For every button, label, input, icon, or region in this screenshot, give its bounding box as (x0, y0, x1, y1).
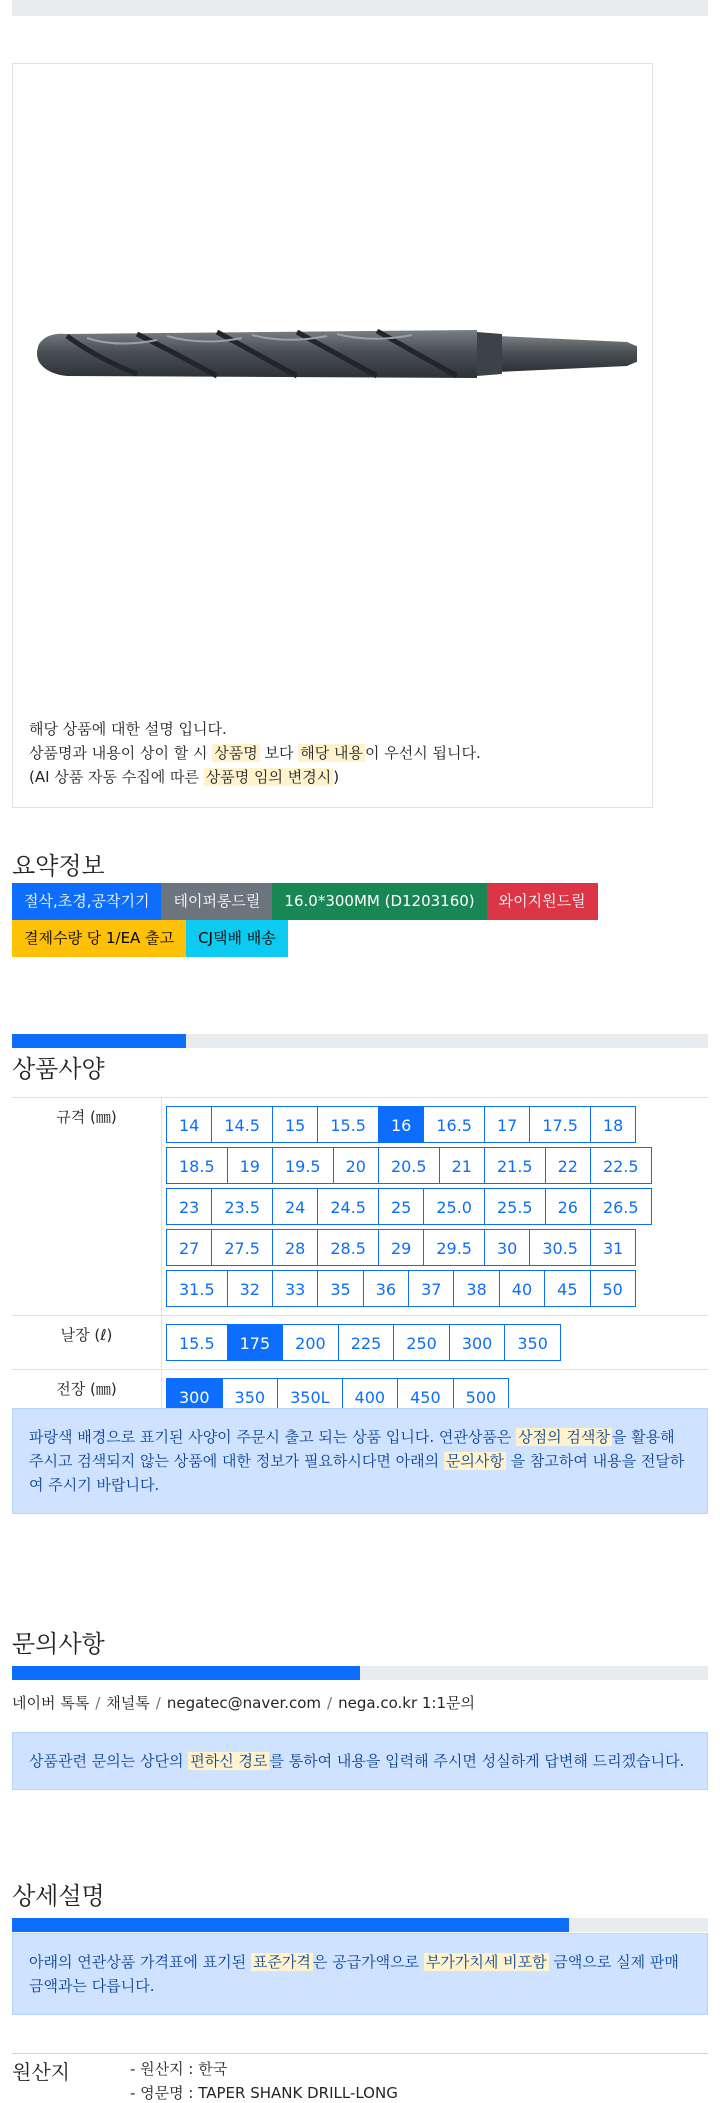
tag-spec[interactable]: 16.0*300MM (D1203160) (272, 883, 486, 920)
flute-options (162, 1316, 708, 1369)
size-option[interactable]: 27 (166, 1229, 212, 1266)
inquiry-links (12, 1692, 475, 1713)
detail-progress-fill (12, 1918, 569, 1932)
size-option-row (166, 1147, 708, 1184)
highlight-vat: 부가가치세 비포함 (425, 1953, 547, 1971)
size-option[interactable]: 24 (272, 1188, 318, 1225)
tag-shipping[interactable]: CJ택배 배송 (186, 920, 288, 957)
size-option[interactable]: 21.5 (484, 1147, 546, 1184)
size-option[interactable]: 25 (378, 1188, 424, 1225)
flute-label: 날장 (ℓ) (12, 1316, 162, 1369)
size-label: 규격 (㎜) (12, 1098, 162, 1315)
inquiry-notice (12, 1732, 708, 1790)
highlight-inquiry: 문의사항 (445, 1452, 504, 1470)
total-option[interactable]: 400 (342, 1378, 399, 1415)
spec-progress-fill (12, 1034, 186, 1048)
description-line-1: 해당 상품에 대한 설명 입니다. (29, 720, 227, 738)
size-option[interactable]: 26 (545, 1188, 591, 1225)
size-option[interactable]: 20 (333, 1147, 379, 1184)
separator: / (155, 1694, 161, 1712)
drill-image (27, 314, 637, 394)
total-option[interactable]: 450 (397, 1378, 454, 1415)
size-option[interactable]: 27.5 (211, 1229, 273, 1266)
product-image-box (12, 63, 653, 808)
size-option[interactable]: 31.5 (166, 1270, 228, 1307)
size-option[interactable]: 17.5 (529, 1106, 591, 1143)
spec-title: 상품사양 (12, 1055, 105, 1083)
size-option[interactable]: 29 (378, 1229, 424, 1266)
total-option[interactable]: 350L (277, 1378, 342, 1415)
desc-text: 보다 (259, 744, 299, 762)
detail-progress (12, 1918, 708, 1932)
size-option[interactable]: 40 (499, 1270, 545, 1307)
size-option-row (166, 1188, 708, 1225)
flute-option[interactable]: 350 (504, 1324, 561, 1361)
highlight-name-change: 상품명 임의 변경시 (205, 768, 332, 786)
size-option[interactable]: 25.5 (484, 1188, 546, 1225)
separator: / (327, 1694, 333, 1712)
size-option[interactable]: 45 (544, 1270, 590, 1307)
origin-info (130, 2057, 398, 2103)
size-option[interactable]: 22.5 (590, 1147, 652, 1184)
tag-category[interactable]: 절삭,초경,공작기기 (12, 883, 161, 920)
desc-text: 이 우선시 됩니다. (364, 744, 481, 762)
notice-text: 을 참고하여 내용을 전달하여 주시기 바랍니다. (29, 1452, 685, 1494)
summary-title: 요약정보 (12, 852, 105, 880)
notice-text: 상품관련 문의는 상단의 (29, 1752, 189, 1770)
notice-text: 아래의 연관상품 가격표에 표기된 (29, 1953, 251, 1971)
size-option[interactable]: 20.5 (378, 1147, 440, 1184)
highlight-product-name: 상품명 (214, 744, 258, 762)
link-naver-talk[interactable]: 네이버 톡톡 (12, 1694, 90, 1712)
total-option[interactable]: 300 (166, 1378, 223, 1415)
divider (12, 2053, 708, 2054)
tag-type[interactable]: 테이퍼롱드릴 (161, 883, 272, 920)
summary-tags (12, 883, 692, 920)
size-row (12, 1098, 708, 1316)
flute-option-row (166, 1324, 708, 1361)
desc-text: ) (333, 768, 340, 786)
size-option[interactable]: 18.5 (166, 1147, 228, 1184)
link-email[interactable]: negatec@naver.com (166, 1694, 322, 1712)
desc-text: (AI 상품 자동 수집에 따른 (29, 768, 204, 786)
size-option-row (166, 1270, 708, 1307)
total-label: 전장 (㎜) (12, 1370, 162, 1423)
spec-progress (12, 1034, 708, 1048)
size-option-row (166, 1229, 708, 1266)
tag-brand[interactable]: 와이지원드릴 (487, 883, 598, 920)
summary-tags-row2 (12, 920, 692, 957)
size-option[interactable]: 28.5 (317, 1229, 379, 1266)
flute-option[interactable]: 225 (338, 1324, 395, 1361)
link-channel-talk[interactable]: 채널톡 (106, 1694, 150, 1712)
flute-option[interactable]: 300 (449, 1324, 506, 1361)
notice-text: 금액으로 실제 판매금액과는 다릅니다. (29, 1953, 679, 1995)
size-option[interactable]: 24.5 (317, 1188, 379, 1225)
product-description (29, 717, 481, 789)
inquiry-progress-fill (12, 1666, 360, 1680)
origin-country: - 원산지 : 한국 (130, 2060, 228, 2078)
size-option[interactable]: 19 (227, 1147, 273, 1184)
size-option[interactable]: 29.5 (423, 1229, 485, 1266)
origin-english-name: - 영문명 : TAPER SHANK DRILL-LONG (130, 2084, 398, 2102)
size-option[interactable]: 33 (272, 1270, 318, 1307)
size-option-row (166, 1106, 708, 1143)
flute-option[interactable]: 200 (282, 1324, 339, 1361)
size-option[interactable]: 18 (590, 1106, 636, 1143)
flute-option[interactable]: 15.5 (166, 1324, 228, 1361)
size-option[interactable]: 16.5 (423, 1106, 485, 1143)
size-option[interactable]: 30 (484, 1229, 530, 1266)
separator: / (95, 1694, 101, 1712)
size-option[interactable]: 23.5 (211, 1188, 273, 1225)
total-option[interactable]: 500 (453, 1378, 510, 1415)
size-option[interactable]: 36 (363, 1270, 409, 1307)
size-option[interactable]: 15.5 (317, 1106, 379, 1143)
highlight-content: 해당 내용 (300, 744, 363, 762)
size-option[interactable]: 35 (317, 1270, 363, 1307)
size-option[interactable]: 31 (590, 1229, 636, 1266)
inquiry-title: 문의사항 (12, 1630, 105, 1658)
size-option[interactable]: 25.0 (423, 1188, 485, 1225)
notice-text: 은 공급가액으로 (312, 1953, 424, 1971)
size-option[interactable]: 16 (378, 1106, 424, 1143)
size-option[interactable]: 15 (272, 1106, 318, 1143)
description-line-2 (29, 741, 481, 765)
top-bar (12, 0, 708, 16)
highlight-route: 편하신 경로 (190, 1752, 268, 1770)
size-option[interactable]: 14.5 (211, 1106, 273, 1143)
flute-option[interactable]: 250 (393, 1324, 450, 1361)
highlight-search: 상점의 검색창 (518, 1428, 610, 1446)
size-option[interactable]: 37 (408, 1270, 454, 1307)
size-options (162, 1098, 708, 1315)
size-option[interactable]: 17 (484, 1106, 530, 1143)
size-option[interactable]: 14 (166, 1106, 212, 1143)
tag-quantity[interactable]: 결제수량 당 1/EA 출고 (12, 920, 186, 957)
notice-text: 파랑색 배경으로 표기된 사양이 주문시 출고 되는 상품 입니다. 연관상품은 (29, 1428, 517, 1446)
size-option[interactable]: 26.5 (590, 1188, 652, 1225)
origin-title: 원산지 (12, 2060, 70, 2084)
highlight-price: 표준가격 (252, 1953, 311, 1971)
size-option[interactable]: 32 (227, 1270, 273, 1307)
total-option[interactable]: 350 (222, 1378, 279, 1415)
flute-option[interactable]: 175 (227, 1324, 284, 1361)
notice-text: 를 통하여 내용을 입력해 주시면 성실하게 답변해 드리겠습니다. (269, 1752, 685, 1770)
spec-table (12, 1097, 708, 1424)
detail-title: 상세설명 (12, 1882, 105, 1910)
notice-text: 을 활용해 주시고 검색되지 않는 상품에 대한 정보가 필요하시다면 아래의 (29, 1428, 675, 1470)
size-option[interactable]: 28 (272, 1229, 318, 1266)
link-site-inquiry[interactable]: nega.co.kr 1:1문의 (338, 1694, 475, 1712)
flute-row (12, 1316, 708, 1370)
size-option[interactable]: 30.5 (529, 1229, 591, 1266)
size-option[interactable]: 23 (166, 1188, 212, 1225)
description-line-3 (29, 765, 481, 789)
size-option[interactable]: 50 (590, 1270, 636, 1307)
detail-notice (12, 1933, 708, 2015)
size-option[interactable]: 38 (453, 1270, 499, 1307)
size-option[interactable]: 19.5 (272, 1147, 334, 1184)
spec-notice (12, 1408, 708, 1514)
inquiry-progress (12, 1666, 708, 1680)
desc-text: 상품명과 내용이 상이 할 시 (29, 744, 213, 762)
size-option[interactable]: 22 (545, 1147, 591, 1184)
size-option[interactable]: 21 (439, 1147, 485, 1184)
